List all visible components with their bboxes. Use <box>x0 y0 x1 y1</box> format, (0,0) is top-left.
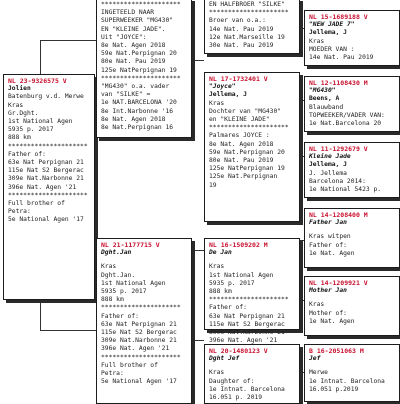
ggp7-line: 1e Intnat. Barcelona <box>309 377 385 385</box>
dam-line: Father of: <box>101 312 139 320</box>
gp3-line: 1st National Agen <box>209 271 274 279</box>
ggp7-name: Jef <box>309 355 321 363</box>
gp4-ring-number: NL 20-1480123 V <box>209 347 268 355</box>
ggp-line: 14e Nat. Pau 2019 <box>209 25 274 33</box>
pedigree-connector <box>40 330 96 331</box>
gp2-line: 125e Nat.Perpignan <box>209 173 278 181</box>
grandparent-line: 59e Nat.Perpignan 20 <box>101 50 177 58</box>
dam-line: Petra: <box>101 370 124 378</box>
dam-line: ********************* <box>101 304 181 312</box>
great-grandparent-card-1[interactable] <box>204 0 300 54</box>
ggp-line: 12e Nat.Marseille 19 <box>209 33 285 41</box>
gp2-line: Dochter van "MG430" <box>209 107 282 115</box>
gp4-name: Dght Jef <box>209 355 240 363</box>
gp2-line: 80e Nat. Pau 2019 <box>209 157 274 165</box>
grandparent-line: 125e NatPerpignan 19 <box>101 66 177 74</box>
ggp4-line: Jellema, J <box>309 161 347 169</box>
ggp2-name: "NEW JADE 7" <box>309 21 355 29</box>
dam-line: 309e Nat.Narbonne 21 <box>101 337 177 345</box>
grandparent-line: 8e Nat.Perpignan 16 <box>101 124 174 132</box>
dam-line: Full brother of <box>101 361 158 369</box>
gp2-line: 59e Nat.Perpignan 20 <box>209 148 285 156</box>
ggp2-line: MOEDER VAN : <box>309 45 355 53</box>
ggp3-ring-number: NL 12-1108430 M <box>309 79 368 87</box>
gp2-line: Jellema, J <box>209 91 247 99</box>
sire-name: Jolien <box>8 85 31 93</box>
gp3-line: 63e Nat Perpignan 21 <box>209 312 285 320</box>
sire-line: Full brother of <box>8 200 65 208</box>
sire-line: 115e Nat S2 Bergerac <box>8 167 84 175</box>
great-grandparent-card-6[interactable] <box>304 276 400 336</box>
great-grandparent-card-2[interactable] <box>304 10 400 66</box>
dam-line: Kras <box>101 263 117 271</box>
sire-line: 5935 p. 2017 <box>8 126 54 134</box>
sire-line: Gr.Dght. <box>8 109 39 117</box>
grandparent-line: ********************* <box>101 74 181 82</box>
gp3-line: 309e Nat.Narbonne 21 <box>209 329 285 337</box>
dam-line: Dght.Jan. <box>101 271 136 279</box>
ggp7-line: Merwe <box>309 369 328 377</box>
gp4-line: 1e Intnat. Barcelona <box>209 385 285 393</box>
gp2-header <box>209 75 295 83</box>
dam-header <box>101 241 187 249</box>
gp3-ring-number: NL 16-1509202 M <box>209 241 268 249</box>
gp2-ring-number: NL 17-1732401 V <box>209 75 268 83</box>
grandparent-card-1[interactable] <box>96 0 192 138</box>
sire-line: Father of: <box>8 150 46 158</box>
grandparent-card-2[interactable] <box>204 72 300 222</box>
gp4-header <box>209 347 295 355</box>
ggp5-header <box>309 211 395 219</box>
sire-line: 309e Nat.Narbonne 21 <box>8 175 84 183</box>
gp2-name: "Joyce" <box>209 83 236 91</box>
gp3-line: ********************* <box>209 296 289 304</box>
gp3-line: 5935 p. 2017 <box>209 279 255 287</box>
sire-ring-number: NL 23-9326575 V <box>8 77 67 85</box>
ggp3-line: 1e Nat.Barcelona 20 <box>309 120 382 128</box>
grandparent-line: SUPERWEEKER "MG430" <box>101 17 174 25</box>
sire-line: Kras <box>8 101 24 109</box>
gp3-line: Kras <box>209 263 225 271</box>
gp3-line: 888 km <box>209 288 232 296</box>
ggp2-line: 14e Nat. Pau 2019 <box>309 54 374 62</box>
ggp5-name: Father Jan <box>309 219 347 227</box>
ggp4-name: Kleine Jade <box>309 153 351 161</box>
ggp4-line: Barcelona 2014: <box>309 177 366 185</box>
gp3-header <box>209 241 295 249</box>
ggp6-ring-number: NL 14-1209921 V <box>309 279 368 287</box>
grandparent-line: INGETEELD NAAR <box>101 9 155 17</box>
gp3-line: 396e Nat. Agen '21 <box>209 337 278 345</box>
grandparent-line: 1e NAT.BARCELONA '20 <box>101 99 177 107</box>
ggp3-line: Blauwband <box>309 103 344 111</box>
ggp4-line: J. Jellema <box>309 169 347 177</box>
ggp-line: ********************* <box>209 9 289 17</box>
grandparent-card-3[interactable] <box>204 238 300 345</box>
sire-line: ********************* <box>8 142 88 150</box>
sire-line: ********************* <box>8 191 88 199</box>
grandparent-line: EN "KLEINE JADE". <box>101 25 166 33</box>
ggp3-line: TOPWEEKER/VADER VAN: <box>309 111 385 119</box>
sire-card[interactable] <box>3 74 95 300</box>
grandparent-line: 8e Nat. Agen 2018 <box>101 42 166 50</box>
ggp5-line: Father of: <box>309 241 347 249</box>
ggp4-line: 1e National 5423 p. <box>309 186 382 194</box>
dam-line: 63e Nat Perpignan 21 <box>101 320 177 328</box>
grandparent-line: 8e Int.Narbonne '16 <box>101 107 174 115</box>
ggp2-header <box>309 13 395 21</box>
ggp7-ring-number: B 16-2051063 M <box>309 347 364 355</box>
great-grandparent-card-4[interactable] <box>304 142 400 198</box>
grandparent-line: "MG430" o.a. vader <box>101 83 170 91</box>
dam-card[interactable] <box>96 238 192 404</box>
pedigree-connector <box>40 40 96 41</box>
gp4-line: Kras <box>209 369 225 377</box>
gp2-line: Kras <box>209 99 225 107</box>
dam-ring-number: NL 21-1177715 V <box>101 241 160 249</box>
ggp4-header <box>309 145 395 153</box>
pedigree-connector <box>40 40 41 74</box>
grandparent-line: 8e Nat. Agen 2018 <box>101 115 166 123</box>
ggp2-line: Jellema, J <box>309 29 347 37</box>
sire-details <box>8 93 90 224</box>
grandparent-line: 80e Nat. Pau 2019 <box>101 58 166 66</box>
ggp5-ring-number: NL 14-1208400 M <box>309 211 368 219</box>
ggp3-header <box>309 79 395 87</box>
dam-line: ********************* <box>101 353 181 361</box>
ggp7-line: 16.051 p.2019 <box>309 385 359 393</box>
great-grandparent-card-5[interactable] <box>304 208 400 268</box>
dam-line: 115e Nat S2 Bergerac <box>101 329 177 337</box>
sire-line: 888 km <box>8 134 31 142</box>
ggp2-line: Kras <box>309 37 325 45</box>
ggp3-name: "MG430" <box>309 87 336 95</box>
gp3-line: 115e Nat S2 Bergerac <box>209 320 285 328</box>
ggp-line: EN HALFBROER "SILKE" <box>209 1 285 8</box>
ggp6-header <box>309 279 395 287</box>
gp2-line: Palmares JOYCE : <box>209 132 270 140</box>
grandparent-line: ********************* <box>101 1 181 8</box>
sire-line: Petra: <box>8 208 31 216</box>
pedigree-connector <box>40 300 41 330</box>
dam-line: 396e Nat. Agen '21 <box>101 345 170 353</box>
ggp5-line: Kras witpen <box>309 233 351 241</box>
gp3-name: De Jan <box>209 249 232 257</box>
ggp6-line: 1e Nat. Agen <box>309 317 355 325</box>
great-grandparent-card-7[interactable] <box>304 344 400 402</box>
ggp3-line: Beens, A <box>309 95 340 103</box>
ggp5-line: 1e Nat. Agen <box>309 249 355 257</box>
dam-line: 1st National Agen <box>101 279 166 287</box>
gp2-line: en "KLEINE JADE" <box>209 116 270 124</box>
sire-header <box>8 77 90 85</box>
sire-line: Batenburg v.d. Merwe <box>8 93 84 101</box>
gp2-line: 19 <box>209 181 217 189</box>
gp4-line: Daughter of: <box>209 377 255 385</box>
gp3-line: Father of: <box>209 304 247 312</box>
gp4-line: 16.051 p. 2019 <box>209 394 263 402</box>
sire-line: 5e National Agen '17 <box>8 216 84 224</box>
ggp6-name: Mother Jan <box>309 287 347 295</box>
gp2-line: 125e NatPerpignan 19 <box>209 165 285 173</box>
ggp2-ring-number: NL 15-1689188 V <box>309 13 368 21</box>
sire-line: 63e Nat Perpignan 21 <box>8 159 84 167</box>
dam-line: 5e National Agen '17 <box>101 378 177 386</box>
dam-line: 5935 p. 2017 <box>101 288 147 296</box>
ggp-line: 30e Nat. Pau 2019 <box>209 42 274 50</box>
dam-name: Dght.Jan <box>101 249 132 257</box>
gp2-line: 8e Nat. Agen 2018 <box>209 140 274 148</box>
great-grandparent-card-3[interactable] <box>304 76 400 132</box>
grandparent-line: van "SILKE" = <box>101 91 151 99</box>
grandparent-card-4[interactable] <box>204 344 300 404</box>
dam-line: 888 km <box>101 296 124 304</box>
sire-line: 1st National Agen <box>8 118 73 126</box>
ggp6-line: Kras <box>309 301 325 309</box>
gp2-line: ********************* <box>209 124 289 132</box>
ggp6-line: Mother of: <box>309 309 347 317</box>
ggp-line: Broer van o.a.: <box>209 17 266 25</box>
ggp7-header <box>309 347 395 355</box>
ggp4-ring-number: NL 11-1292679 V <box>309 145 368 153</box>
grandparent-line: Uit "JOYCE": <box>101 33 147 41</box>
sire-line: 396e Nat. Agen '21 <box>8 183 77 191</box>
